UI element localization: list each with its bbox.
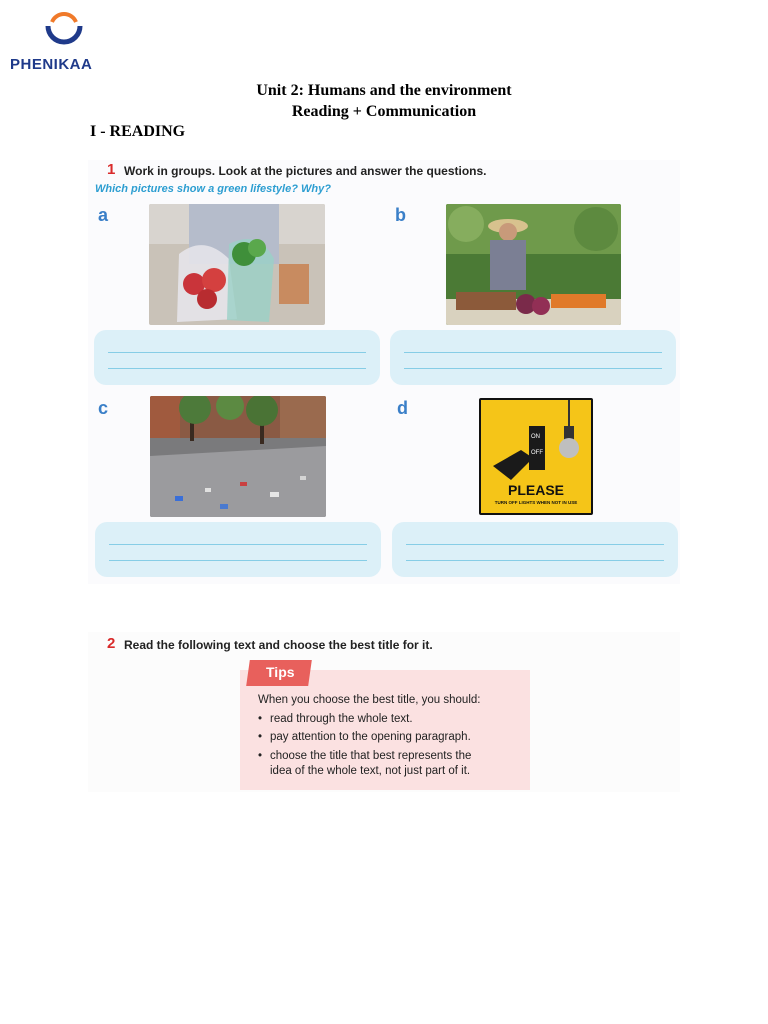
answer-box-b[interactable] (390, 330, 676, 385)
page-subtitle: Reading + Communication (291, 103, 477, 120)
answer-box-c[interactable] (95, 522, 381, 577)
tips-bullet-2: pay attention to the opening paragraph. (270, 731, 471, 743)
answer-box-d[interactable] (392, 522, 678, 577)
photo-littered-street (150, 396, 326, 517)
exercise-2-instruction: Read the following text and choose the best title for it. (124, 638, 433, 652)
photo-turn-off-lights-sign (479, 398, 593, 515)
tips-bullet-1: read through the whole text. (270, 713, 413, 725)
exercise-1-instruction: Work in groups. Look at the pictures and answer the questions. (124, 164, 487, 178)
tips-bullet-3: choose the title that best represents the (270, 750, 472, 762)
section-heading: I - READING (90, 123, 186, 140)
item-letter-a: a (98, 205, 109, 225)
exercise-1-number: 1 (107, 161, 116, 178)
tips-bullet-3-continued: idea of the whole text, not just part of it. (270, 765, 471, 777)
exercise-1-question: Which pictures show a green lifestyle? Why? (95, 183, 331, 195)
tips-bullet-dot: • (258, 731, 263, 743)
tips-bullet-dot: • (258, 713, 263, 725)
switch-off-label: OFF (531, 450, 543, 456)
sign-small-text: TURN OFF LIGHTS WHEN NOT IN USE (494, 500, 578, 505)
item-letter-b: b (395, 205, 406, 225)
page-title: Unit 2: Humans and the environment (256, 82, 512, 99)
tips-label: Tips (266, 664, 295, 680)
logo-mark-icon (42, 8, 86, 54)
logo-text: PHENIKAA (10, 56, 93, 73)
photo-farmer (446, 204, 621, 325)
exercise-2-number: 2 (107, 635, 116, 652)
tips-intro: When you choose the best title, you should: (258, 694, 481, 706)
phenikaa-logo (8, 8, 120, 74)
photo-plastic-bags (149, 204, 325, 325)
item-letter-d: d (397, 398, 408, 418)
item-letter-c: c (98, 398, 109, 418)
tips-bullet-dot: • (258, 750, 263, 762)
sign-please-text: PLEASE (507, 482, 564, 498)
switch-on-label: ON (531, 434, 540, 440)
answer-box-a[interactable] (94, 330, 380, 385)
